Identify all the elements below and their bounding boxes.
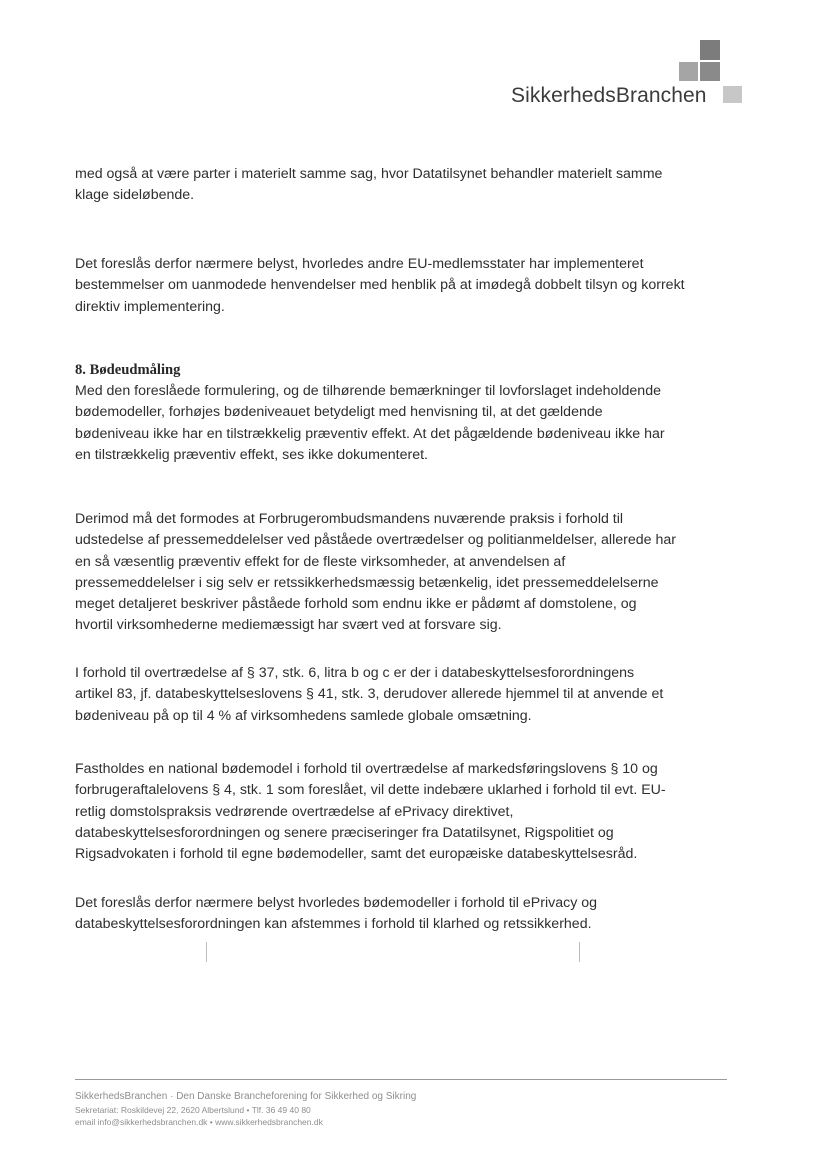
logo-wordmark: SikkerhedsBranchen <box>511 84 707 107</box>
footer-address: Sekretariat: Roskildevej 22, 2620 Albertslund • Tlf. 36 49 40 80 <box>75 1105 311 1115</box>
section-heading: 8. Bødeudmåling <box>75 362 181 378</box>
scan-mark-left <box>206 942 207 962</box>
paragraph-pressemeddelelser <box>75 509 750 637</box>
logo-square-left <box>679 62 698 81</box>
section-8 <box>75 360 750 466</box>
paragraph-text: Fastholdes en national bødemodel i forhold til overtrædelse af markedsføringslovens § 10 og forbrugeraftalelovens § 4, stk. 1 som foreslået, vil dette indebære uklarhed i forhold til evt. EU- retlig domstolspraksis vedrørende overtrædelse af ePrivacy direktivet, databeskyttelsesforordningen og senere præciseringer fra Datatilsynet, Rigspolitiet og Rigsadvokaten i forhold til egne bødemodeller, samt det europæiske databeskyttelsesråd. <box>75 761 666 863</box>
scan-mark-right <box>579 942 580 962</box>
footer-org-description: Den Danske Brancheforening for Sikkerhed og Sikring <box>176 1091 417 1102</box>
paragraph-text: Det foreslås derfor nærmere belyst hvorledes bødemodeller i forhold til ePrivacy og databeskyttelsesforordningen kan afstemmes i forhold til klarhed og retssikkerhed. <box>75 895 598 933</box>
paragraph-text: Derimod må det formodes at Forbrugerombudsmandens nuværende praksis i forhold til udstedelse af pressemeddelelser ved påståede overtrædelser og politianmeldelser, allerede har en så væsentlig præventiv effekt for de fleste virksomheder, at anvendelsen af pressemeddelelser i sig selv er retssikkerhedsmæssig betænkelig, idet pressemeddelelserne meget detaljeret beskriver påståede forhold som endnu ikke er pådømt af domstolene, og hvortil virksomhederne mediemæssigt har svært ved at forsvare sig. <box>75 511 676 634</box>
page-footer <box>75 1090 416 1128</box>
paragraph-text: Det foreslås derfor nærmere belyst, hvorledes andre EU-medlemsstater har implementeret bestemmelser om uanmodede henvendelser med henblik på at imødegå dobbelt tilsyn og korrekt direktiv implementering. <box>75 256 685 315</box>
footer-org-name: SikkerhedsBranchen <box>75 1091 168 1102</box>
paragraph-implementation <box>75 254 750 318</box>
footer-contact: email info@sikkerhedsbranchen.dk • www.sikkerhedsbranchen.dk <box>75 1117 323 1127</box>
paragraph-text: I forhold til overtrædelse af § 37, stk. 6, litra b og c er der i databeskyttelsesforordningens artikel 83, jf. databeskyttelseslovens § 41, stk. 3, derudover allerede hjemmel til at anvende et bødeniveau på op til 4 % af virksomhedens samlede globale omsætning. <box>75 665 664 724</box>
logo-square-top <box>700 40 720 60</box>
paragraph-national-model <box>75 759 750 865</box>
paragraph-gdpr-reference <box>75 663 750 727</box>
logo-square-right <box>700 62 720 81</box>
footer-separator: · <box>170 1091 174 1102</box>
footer-organization <box>75 1090 416 1104</box>
footer-divider <box>75 1079 727 1080</box>
paragraph-proposal <box>75 893 750 936</box>
paragraph-text: med også at være parter i materielt samme sag, hvor Datatilsynet behandler materielt samme klage sideløbende. <box>75 166 663 204</box>
logo-square-side <box>723 86 742 103</box>
company-logo <box>0 0 828 120</box>
paragraph-continuation <box>75 164 750 207</box>
paragraph-text: Med den foreslåede formulering, og de tilhørende bemærkninger til lovforslaget indeholdende bødemodeller, forhøjes bødeniveauet betydeligt med henvisning til, at det gældende bødeniveau ikke har en tilstrækkelig præventiv effekt. At det pågældende bødeniveau ikke har en tilstrækkelig præventiv effekt, ses ikke dokumenteret. <box>75 383 665 463</box>
